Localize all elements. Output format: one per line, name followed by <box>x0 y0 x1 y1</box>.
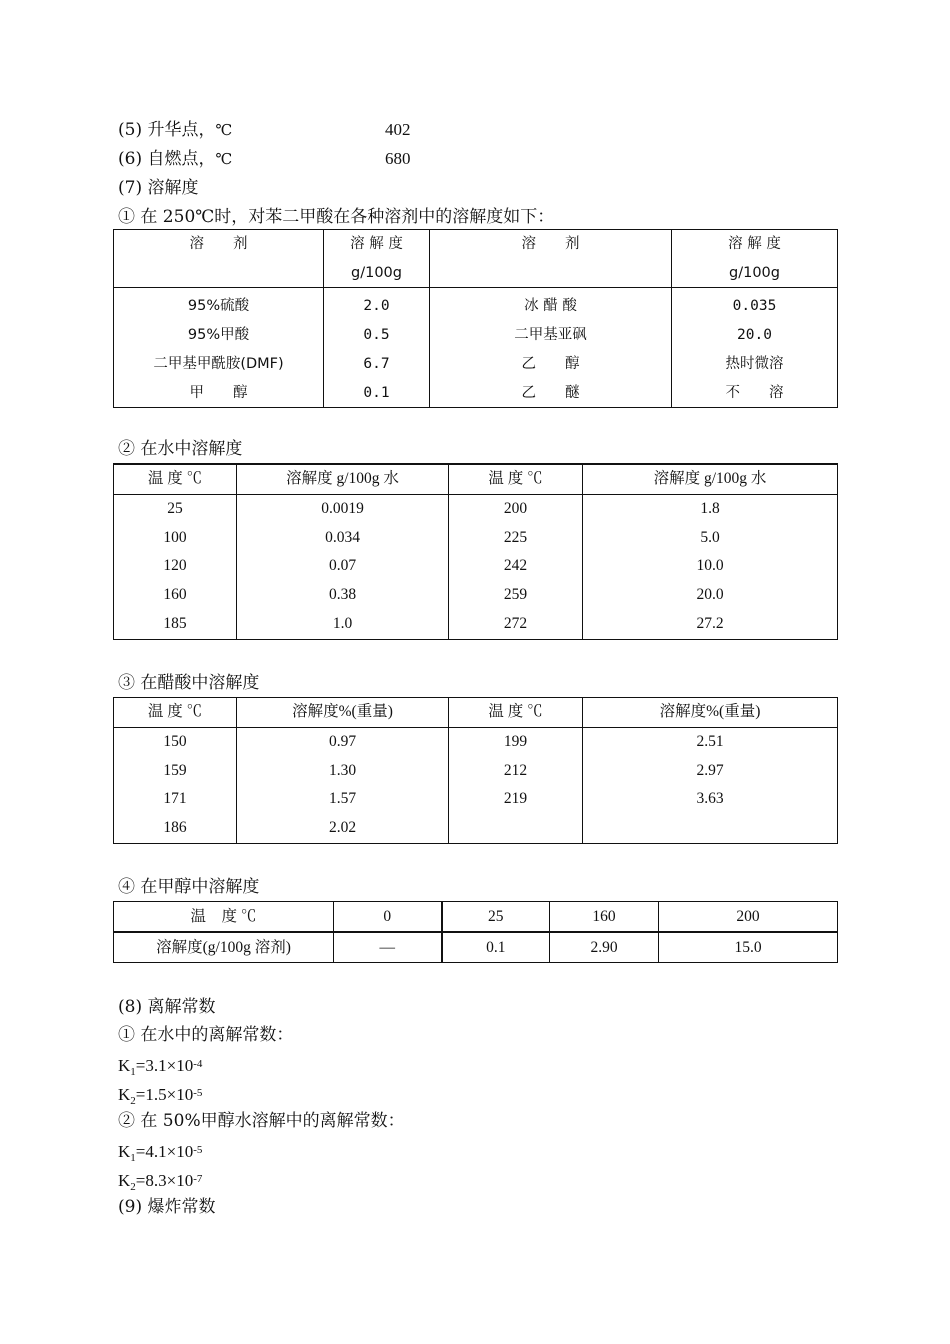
header-solubility-2: 溶解度%(重量) <box>583 698 838 728</box>
cell: 20.0 <box>672 321 838 350</box>
cell: 温 度 ℃ <box>114 902 334 933</box>
table-row <box>114 814 838 843</box>
table-header-row <box>114 230 838 288</box>
cell: 3.63 <box>583 785 838 814</box>
cell: 10.0 <box>583 552 838 581</box>
cell: 159 <box>114 757 237 786</box>
cell: 0.97 <box>237 727 449 756</box>
s4-caption: ④ 在甲醇中溶解度 <box>118 877 260 897</box>
header-solubility-2: 溶 解 度 g/100g <box>672 230 838 288</box>
cell: 150 <box>114 727 237 756</box>
autoignition-line <box>118 148 232 170</box>
acetic-solubility-table <box>113 697 838 844</box>
cell: 212 <box>449 757 583 786</box>
cell: 25 <box>114 494 237 523</box>
header-solubility: 溶解度%(重量) <box>237 698 449 728</box>
table-row <box>114 524 838 553</box>
s2-caption: ② 在水中溶解度 <box>118 439 243 459</box>
cell: 160 <box>114 581 237 610</box>
table-row <box>114 581 838 610</box>
cell: 171 <box>114 785 237 814</box>
cell: 0.07 <box>237 552 449 581</box>
table-row <box>114 727 838 756</box>
header-solvent: 溶 剂 <box>114 230 324 288</box>
cell: 200 <box>449 494 583 523</box>
k1-water: $K_1=3.1\times 10^{-4}$ <box>118 1056 203 1078</box>
cell: 1.30 <box>237 757 449 786</box>
autoignition-value: 680 <box>385 149 411 168</box>
cell: 95%甲酸 <box>114 321 324 350</box>
table-header-row <box>114 464 838 494</box>
cell: 1.57 <box>237 785 449 814</box>
autoignition-unit: ℃ <box>215 150 233 168</box>
cell: 二甲基亚砜 <box>430 321 672 350</box>
cell: 1.8 <box>583 494 838 523</box>
table-row <box>114 552 838 581</box>
cell: 20.0 <box>583 581 838 610</box>
autoignition-label: (6) 自燃点， <box>118 149 216 169</box>
cell <box>583 814 838 843</box>
table-row <box>114 757 838 786</box>
cell: 242 <box>449 552 583 581</box>
cell: 199 <box>449 727 583 756</box>
cell: 0.38 <box>237 581 449 610</box>
cell: 185 <box>114 610 237 639</box>
cell: 27.2 <box>583 610 838 639</box>
cell: 219 <box>449 785 583 814</box>
cell: 1.0 <box>237 610 449 639</box>
cell: 25 <box>442 902 550 933</box>
cell: 0.035 <box>672 288 838 321</box>
header-temp-2: 温 度 ℃ <box>449 698 583 728</box>
s3-caption: ③ 在醋酸中溶解度 <box>118 673 260 693</box>
cell: 二甲基甲酰胺(DMF) <box>114 350 324 379</box>
header-solvent-2: 溶 剂 <box>430 230 672 288</box>
cell: 200 <box>659 902 838 933</box>
cell: 272 <box>449 610 583 639</box>
table-row <box>114 288 838 321</box>
solubility-heading: (7) 溶解度 <box>118 178 199 198</box>
sublimation-unit: ℃ <box>215 121 233 139</box>
solvent-solubility-table <box>113 229 838 408</box>
cell: 120 <box>114 552 237 581</box>
sublimation-label: (5) 升华点， <box>118 120 216 140</box>
header-temp-2: 温 度 ℃ <box>449 464 583 494</box>
k2-methanol: $K_2=8.3\times 10^{-7}$ <box>118 1171 203 1193</box>
cell: 乙 醚 <box>430 379 672 408</box>
cell: 0.1 <box>324 379 430 408</box>
header-solubility: 溶 解 度 g/100g <box>324 230 430 288</box>
cell: 225 <box>449 524 583 553</box>
cell: 186 <box>114 814 237 843</box>
explosion-heading: (9) 爆炸常数 <box>118 1197 216 1217</box>
cell: 0.5 <box>324 321 430 350</box>
s1-caption: ① 在 250℃时，对苯二甲酸在各种溶剂中的溶解度如下： <box>118 207 555 227</box>
cell: 0 <box>334 902 442 933</box>
cell: — <box>334 932 442 963</box>
table-row <box>114 610 838 639</box>
header-solubility-2: 溶解度 g/100g 水 <box>583 464 838 494</box>
cell: 0.034 <box>237 524 449 553</box>
table-row <box>114 785 838 814</box>
dissociation-heading: (8) 离解常数 <box>118 997 216 1017</box>
table-row <box>114 902 838 933</box>
cell: 冰 醋 酸 <box>430 288 672 321</box>
table-header-row <box>114 698 838 728</box>
methanol-caption: ② 在 50%甲醇水溶解中的离解常数： <box>118 1111 405 1131</box>
sublimation-value: 402 <box>385 120 411 139</box>
cell: 2.0 <box>324 288 430 321</box>
cell: 不 溶 <box>672 379 838 408</box>
cell: 6.7 <box>324 350 430 379</box>
k2-water: $K_2=1.5\times 10^{-5}$ <box>118 1085 203 1107</box>
cell: 2.02 <box>237 814 449 843</box>
methanol-solubility-table <box>113 901 838 963</box>
header-solubility: 溶解度 g/100g 水 <box>237 464 449 494</box>
table-row <box>114 321 838 350</box>
cell: 100 <box>114 524 237 553</box>
cell: 2.90 <box>550 932 659 963</box>
cell: 160 <box>550 902 659 933</box>
cell <box>449 814 583 843</box>
cell: 15.0 <box>659 932 838 963</box>
k1-methanol: $K_1=4.1\times 10^{-5}$ <box>118 1142 203 1164</box>
cell: 0.1 <box>442 932 550 963</box>
header-temp: 温 度 ℃ <box>114 698 237 728</box>
cell: 2.97 <box>583 757 838 786</box>
cell: 0.0019 <box>237 494 449 523</box>
table-row <box>114 494 838 523</box>
table-row <box>114 932 838 963</box>
header-temp: 温 度 ℃ <box>114 464 237 494</box>
cell: 热时微溶 <box>672 350 838 379</box>
sublimation-line <box>118 119 232 141</box>
cell: 2.51 <box>583 727 838 756</box>
water-caption: ① 在水中的离解常数： <box>118 1025 294 1045</box>
cell: 乙 醇 <box>430 350 672 379</box>
cell: 259 <box>449 581 583 610</box>
cell: 溶解度(g/100g 溶剂) <box>114 932 334 963</box>
cell: 5.0 <box>583 524 838 553</box>
table-row <box>114 350 838 379</box>
water-solubility-table <box>113 463 838 640</box>
cell: 甲 醇 <box>114 379 324 408</box>
table-row <box>114 379 838 408</box>
cell: 95%硫酸 <box>114 288 324 321</box>
